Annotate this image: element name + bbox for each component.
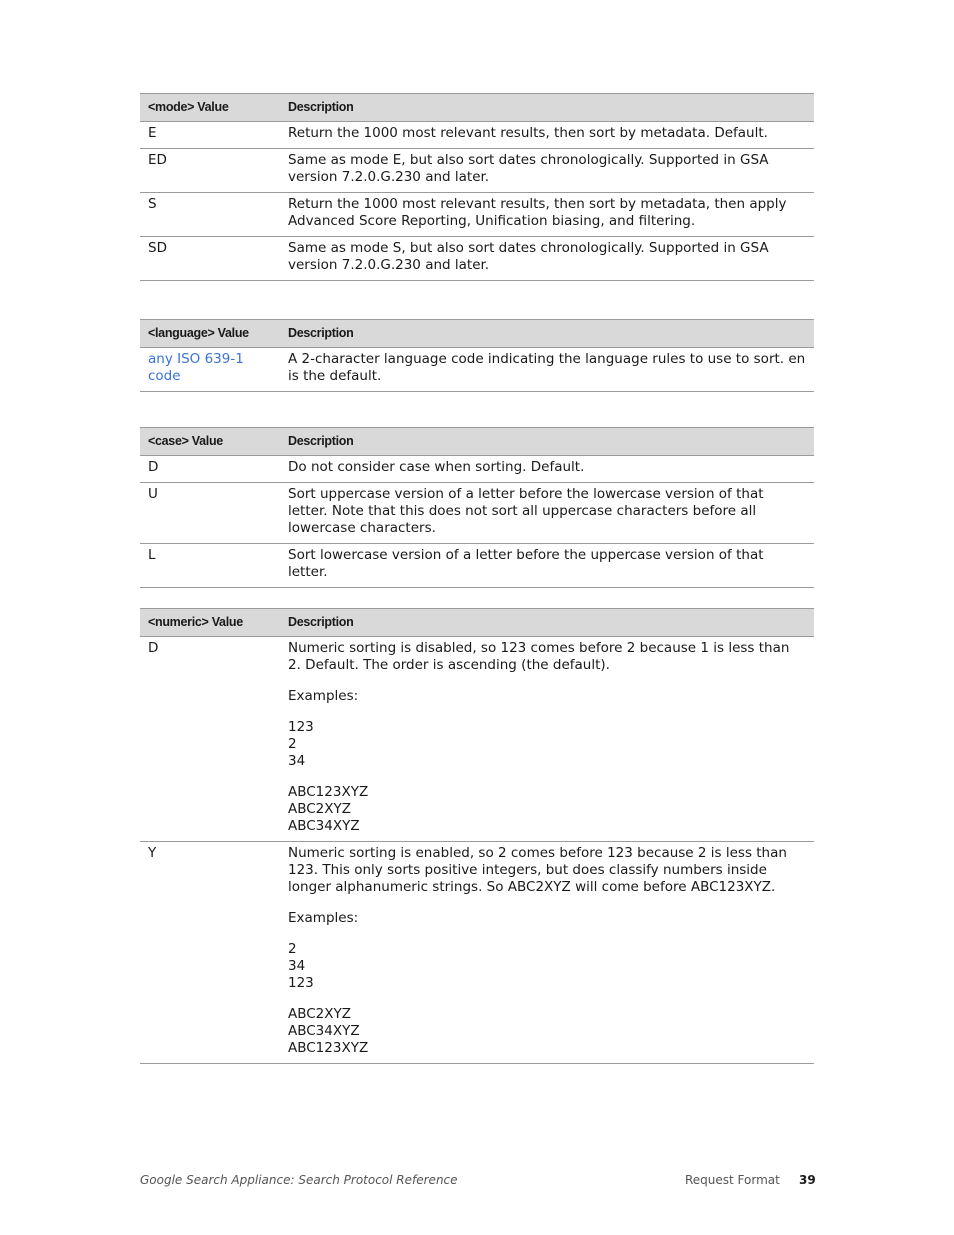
row-description-cell bbox=[280, 637, 814, 842]
example-item: ABC123XYZ bbox=[288, 1040, 369, 1056]
row-description: Return the 1000 most relevant results, then sort by metadata. Default. bbox=[280, 122, 814, 149]
table-row bbox=[140, 637, 814, 842]
row-value: U bbox=[140, 483, 280, 544]
row-description: Same as mode E, but also sort dates chronologically. Supported in GSA version 7.2.0.G.230 and later. bbox=[280, 149, 814, 193]
example-item: ABC34XYZ bbox=[288, 1023, 360, 1039]
table-row bbox=[140, 483, 814, 544]
row-value: D bbox=[140, 456, 280, 483]
table-row bbox=[140, 237, 814, 281]
example-item: 34 bbox=[288, 958, 306, 974]
language-table bbox=[140, 319, 814, 392]
table-header-row bbox=[140, 428, 814, 456]
example-item: 123 bbox=[288, 975, 314, 991]
example-item: ABC2XYZ bbox=[288, 1006, 352, 1022]
example-item: 123 bbox=[288, 719, 314, 735]
examples-numbers bbox=[288, 719, 806, 770]
examples-numbers bbox=[288, 941, 806, 992]
examples-strings bbox=[288, 784, 806, 835]
row-value: S bbox=[140, 193, 280, 237]
column-header-value: <numeric> Value bbox=[140, 609, 280, 637]
column-header-value: <mode> Value bbox=[140, 94, 280, 122]
table-header-row bbox=[140, 94, 814, 122]
example-item: 2 bbox=[288, 941, 297, 957]
table-row bbox=[140, 122, 814, 149]
table-row bbox=[140, 842, 814, 1064]
table-row bbox=[140, 456, 814, 483]
row-value: SD bbox=[140, 237, 280, 281]
example-item: 2 bbox=[288, 736, 297, 752]
row-value-cell bbox=[140, 348, 280, 392]
example-item: ABC34XYZ bbox=[288, 818, 360, 834]
table-row bbox=[140, 544, 814, 588]
row-value: E bbox=[140, 122, 280, 149]
example-item: ABC2XYZ bbox=[288, 801, 352, 817]
row-description: Numeric sorting is enabled, so 2 comes before 123 because 2 is less than 123. This only sorts positive integers, but does classify numbers inside longer alphanumeric strings. So ABC2XYZ will come before ABC123XYZ. bbox=[288, 845, 787, 895]
example-item: 34 bbox=[288, 753, 306, 769]
row-value: Y bbox=[140, 842, 280, 1064]
table-header-row bbox=[140, 609, 814, 637]
examples-strings bbox=[288, 1006, 806, 1057]
page-number: 39 bbox=[799, 1173, 816, 1187]
iso-639-1-link[interactable]: any ISO 639-1 code bbox=[148, 351, 244, 384]
mode-table bbox=[140, 93, 814, 281]
row-description: Do not consider case when sorting. Default. bbox=[280, 456, 814, 483]
footer-section-name: Request Format bbox=[685, 1173, 780, 1187]
row-description: Return the 1000 most relevant results, then sort by metadata, then apply Advanced Score Reporting, Unification biasing, and filtering. bbox=[280, 193, 814, 237]
examples-label: Examples: bbox=[288, 910, 359, 926]
row-description: Numeric sorting is disabled, so 123 comes before 2 because 1 is less than 2. Default. The order is ascending (the default). bbox=[288, 640, 790, 673]
row-description: Sort lowercase version of a letter before the uppercase version of that letter. bbox=[280, 544, 814, 588]
row-description: Same as mode S, but also sort dates chronologically. Supported in GSA version 7.2.0.G.230 and later. bbox=[280, 237, 814, 281]
footer-doc-title: Google Search Appliance: Search Protocol Reference bbox=[140, 1173, 458, 1187]
numeric-table bbox=[140, 608, 814, 1064]
column-header-description: Description bbox=[280, 94, 814, 122]
row-description-cell bbox=[280, 842, 814, 1064]
examples-label: Examples: bbox=[288, 688, 359, 704]
row-description: Sort uppercase version of a letter before the lowercase version of that letter. Note that this does not sort all uppercase characters before all lowercase characters. bbox=[280, 483, 814, 544]
column-header-description: Description bbox=[280, 320, 814, 348]
table-row bbox=[140, 149, 814, 193]
row-value: ED bbox=[140, 149, 280, 193]
column-header-description: Description bbox=[280, 428, 814, 456]
table-row bbox=[140, 193, 814, 237]
row-value: L bbox=[140, 544, 280, 588]
column-header-description: Description bbox=[280, 609, 814, 637]
example-item: ABC123XYZ bbox=[288, 784, 369, 800]
table-row bbox=[140, 348, 814, 392]
column-header-value: <language> Value bbox=[140, 320, 280, 348]
case-table bbox=[140, 427, 814, 588]
row-value: D bbox=[140, 637, 280, 842]
row-description: A 2-character language code indicating the language rules to use to sort. en is the default. bbox=[280, 348, 814, 392]
column-header-value: <case> Value bbox=[140, 428, 280, 456]
table-header-row bbox=[140, 320, 814, 348]
